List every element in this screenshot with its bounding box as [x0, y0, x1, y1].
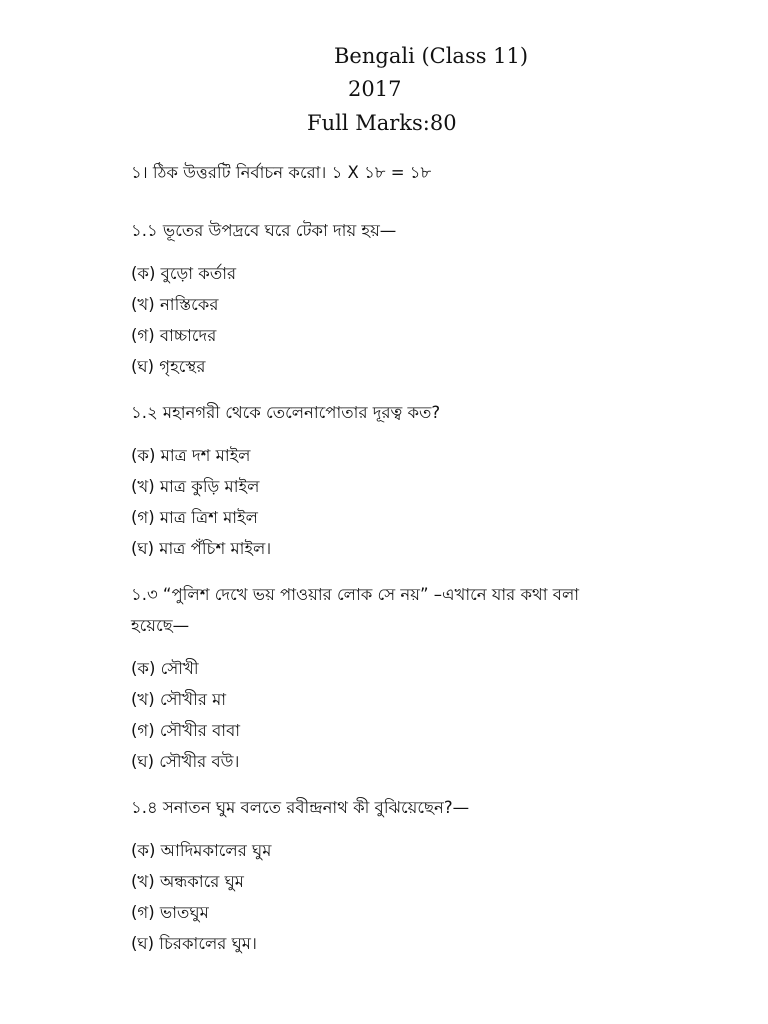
option-kha: (খ) সৌখীর মা	[131, 690, 227, 709]
option-ga: (গ) মাত্র ত্রিশ মাইল	[131, 508, 258, 527]
option-ka: (ক) আদিমকালের ঘুম	[131, 841, 272, 860]
option-list	[131, 835, 731, 959]
exam-subject-title: Bengali (Class 11)	[334, 44, 529, 68]
exam-year: 2017	[348, 77, 402, 101]
section-instruction: ১। ঠিক উত্তরটি নির্বাচন করো। ১ X ১৮ = ১৮	[131, 163, 432, 182]
option-list	[131, 440, 731, 564]
option-ka: (ক) মাত্র দশ মাইল	[131, 446, 251, 465]
option-ka: (ক) সৌখী	[131, 659, 199, 678]
option-list	[131, 653, 731, 777]
option-gha: (ঘ) মাত্র পঁচিশ মাইল।	[131, 539, 272, 558]
option-gha: (ঘ) সৌখীর বউ।	[131, 752, 240, 771]
option-ga: (গ) বাচ্চাদের	[131, 326, 217, 345]
question-1-4	[131, 792, 731, 959]
question-1-2	[131, 397, 731, 564]
question-text: ১.৩ “পুলিশ দেখে ভয় পাওয়ার লোক সে নয়” –এখানে যার কথা বলা হয়েছে—	[131, 585, 580, 635]
exam-full-marks: Full Marks:80	[307, 111, 457, 135]
option-kha: (খ) নাস্তিকের	[131, 295, 219, 314]
question-1-1	[131, 215, 731, 382]
option-kha: (খ) অন্ধকারে ঘুম	[131, 872, 244, 891]
option-kha: (খ) মাত্র কুড়ি মাইল	[131, 477, 260, 496]
option-gha: (ঘ) গৃহস্থের	[131, 357, 206, 376]
question-text: ১.২ মহানগরী থেকে তেলেনাপোতার দূরত্ব কত?	[131, 403, 441, 422]
option-gha: (ঘ) চিরকালের ঘুম।	[131, 934, 257, 953]
option-ga: (গ) সৌখীর বাবা	[131, 721, 241, 740]
option-list	[131, 258, 731, 382]
question-text: ১.১ ভূতের উপদ্রবে ঘরে টেকা দায় হয়—	[131, 221, 397, 240]
option-ga: (গ) ভাতঘুম	[131, 903, 209, 922]
question-paper-body	[131, 158, 731, 974]
option-ka: (ক) বুড়ো কর্তার	[131, 264, 237, 283]
question-text: ১.৪ সনাতন ঘুম বলতে রবীন্দ্রনাথ কী বুঝিয়েছেন?—	[131, 798, 470, 817]
question-1-3	[131, 579, 731, 777]
